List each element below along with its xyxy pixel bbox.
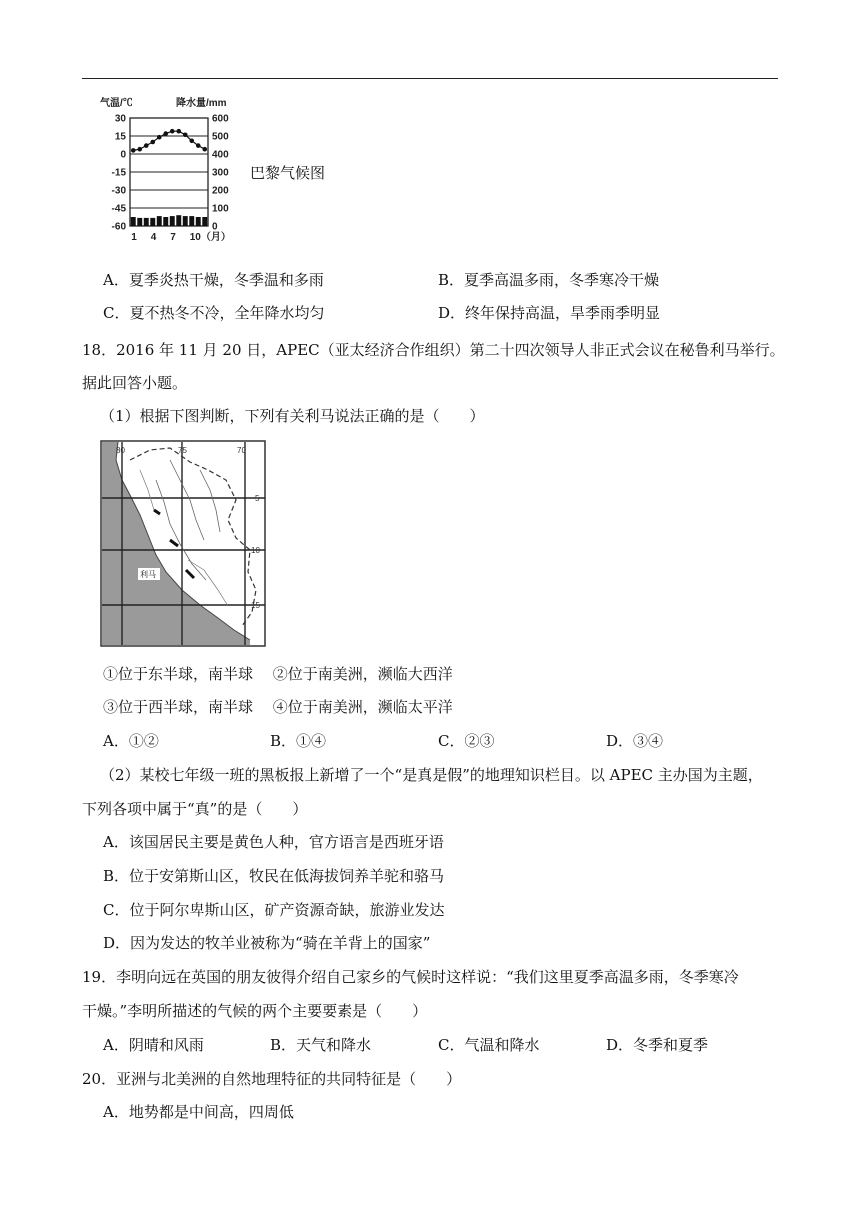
q19-option-b: B．天气和降水 [270, 1036, 372, 1054]
temperature-point [150, 140, 155, 145]
map-lat-label-15: 15 [251, 601, 260, 610]
q19-option-a: A．阴晴和风雨 [103, 1036, 204, 1054]
q18-stem-line1: 18．2016 年 11 月 20 日，APEC（亚太经济合作组织）第二十四次领导人非正式会议在秘鲁利马举行。 [82, 341, 785, 359]
map-lon-label-75: 75 [178, 446, 187, 455]
precip-tick-label: 500 [212, 131, 229, 143]
temp-tick-label: 0 [120, 149, 126, 161]
precip-tick-label: 600 [212, 113, 229, 125]
q19-stem-line2: 干燥。”李明所描述的气候的两个主要要素是（ ） [82, 1002, 428, 1020]
precip-bar [170, 216, 175, 226]
q18-sub2-option-a: A．该国居民主要是黄色人种，官方语言是西班牙语 [103, 833, 444, 851]
month-tick-label: 10（月） [189, 232, 231, 243]
q18-option-b: B．①④ [270, 732, 327, 750]
precip-bar [144, 218, 149, 226]
temperature-point [144, 143, 149, 148]
paris-climate-chart [100, 92, 250, 256]
precip-tick-label: 200 [212, 185, 229, 197]
peru-map-svg [100, 440, 266, 647]
temperature-point [189, 139, 194, 144]
precip-tick-label: 400 [212, 149, 229, 161]
q18-statement-line1: ①位于东半球，南半球 ②位于南美洲，濒临大西洋 [103, 665, 453, 683]
temp-tick-label: 15 [114, 131, 126, 143]
chart-caption: 巴黎气候图 [250, 164, 326, 182]
temperature-point [176, 129, 181, 134]
q18-sub2-line1: （2）某校七年级一班的黑板报上新增了一个“是真是假”的地理知识栏目。以 APEC 主办国为主题， [100, 766, 763, 784]
temp-tick-label: -30 [111, 185, 126, 197]
temperature-point [170, 129, 175, 134]
q18-statement-line2: ③位于西半球，南半球 ④位于南美洲，濒临太平洋 [103, 698, 453, 716]
precip-bar [163, 217, 168, 226]
q18-sub2-option-b: B．位于安第斯山区，牧民在低海拔饲养羊驼和骆马 [103, 867, 445, 885]
temp-tick-label: -45 [111, 203, 126, 215]
month-tick-label: 4 [150, 232, 157, 243]
q18-stem-line2: 据此回答小题。 [82, 374, 188, 392]
temp-tick-label: 30 [114, 113, 126, 125]
map-lon-label-80: 80 [116, 446, 125, 455]
month-tick-label: 7 [170, 232, 176, 243]
precip-bar [202, 217, 207, 226]
temperature-point [157, 135, 162, 140]
precip-tick-label: 100 [212, 203, 229, 215]
precip-bar [196, 217, 201, 226]
peru-map [100, 440, 266, 647]
map-lon-label-70: 70 [237, 446, 246, 455]
q18-option-d: D．③④ [606, 732, 664, 750]
precip-bar [189, 216, 194, 226]
temperature-point [137, 147, 142, 152]
precip-tick-label: 300 [212, 167, 229, 179]
temperature-point [202, 147, 207, 152]
temperature-point [131, 148, 136, 153]
q18-option-a: A．①② [103, 732, 159, 750]
map-lat-label-10: 10 [251, 546, 260, 555]
precip-bar [131, 217, 136, 226]
precip-bar [137, 218, 142, 226]
q18-sub2-line2: 下列各项中属于“真”的是（ ） [82, 800, 308, 818]
q17-option-c: C．夏不热冬不冷，全年降水均匀 [103, 304, 325, 322]
climate-chart-svg [100, 92, 250, 256]
precip-bar [150, 218, 155, 226]
temperature-point [196, 143, 201, 148]
precip-bar [183, 216, 188, 226]
q20-option-a: A．地势都是中间高，四周低 [103, 1103, 294, 1121]
q17-option-a: A．夏季炎热干燥，冬季温和多雨 [103, 271, 324, 289]
q19-stem-line1: 19．李明向远在英国的朋友彼得介绍自己家乡的气候时这样说：“我们这里夏季高温多雨，冬季寒冷 [82, 968, 739, 986]
q19-option-d: D．冬季和夏季 [606, 1036, 709, 1054]
precip-bar [176, 215, 181, 226]
q18-option-c: C．②③ [438, 732, 495, 750]
q18-sub2-option-d: D．因为发达的牧羊业被称为“骑在羊背上的国家” [103, 934, 431, 952]
precip-axis-label: 降水量/mm [176, 98, 227, 109]
temp-axis-label: 气温/℃ [100, 98, 133, 109]
q20-stem: 20．亚洲与北美洲的自然地理特征的共同特征是（ ） [82, 1070, 462, 1088]
temperature-point [183, 133, 188, 138]
precip-tick-label: 0 [212, 221, 218, 233]
map-city-lima: 利马 [140, 570, 156, 579]
month-tick-label: 1 [131, 232, 137, 243]
q17-option-b: B．夏季高温多雨，冬季寒冷干燥 [438, 271, 660, 289]
temp-tick-label: -60 [111, 221, 126, 233]
q19-option-c: C．气温和降水 [438, 1036, 540, 1054]
temp-tick-label: -15 [111, 167, 126, 179]
precip-bar [157, 216, 162, 226]
q17-option-d: D．终年保持高温，旱季雨季明显 [438, 304, 661, 322]
q18-sub2-option-c: C．位于阿尔卑斯山区，矿产资源奇缺，旅游业发达 [103, 901, 445, 919]
header-rule [82, 78, 778, 79]
temperature-point [163, 131, 168, 136]
map-lat-label-5: 5 [255, 494, 260, 503]
q18-sub1: （1）根据下图判断，下列有关利马说法正确的是（ ） [100, 407, 485, 425]
